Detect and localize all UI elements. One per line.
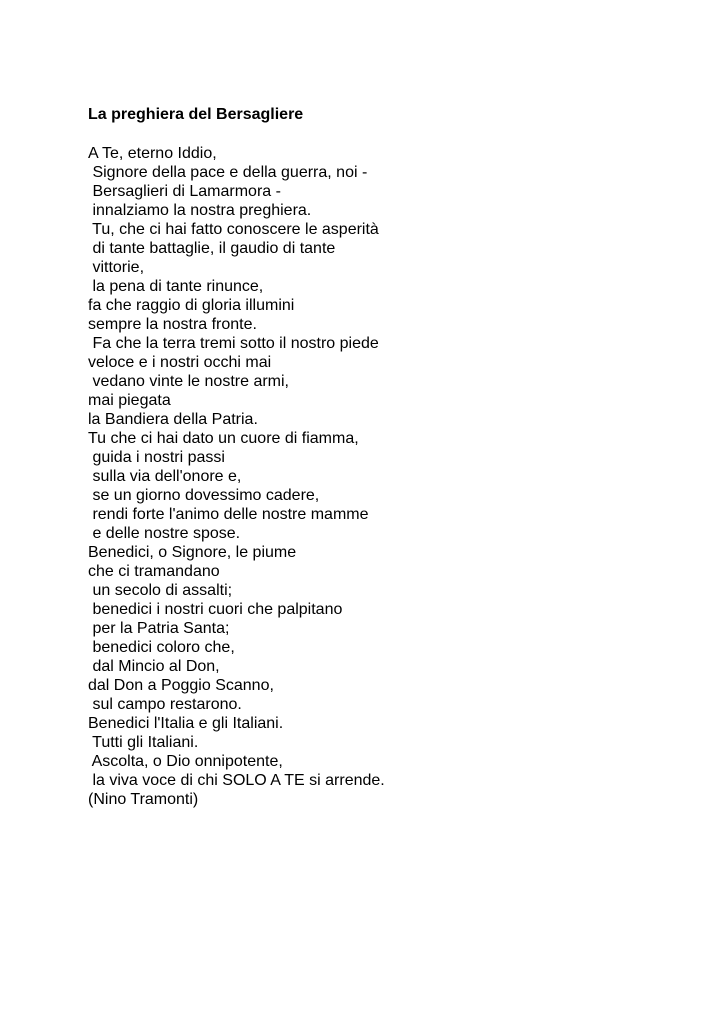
poem-line: rendi forte l'animo delle nostre mamme — [88, 506, 369, 523]
poem-line: Fa che la terra tremi sotto il nostro piede — [88, 335, 379, 352]
poem-line: se un giorno dovessimo cadere, — [88, 487, 320, 504]
poem-line: che ci tramandano — [88, 563, 220, 580]
poem-line: sempre la nostra fronte. — [88, 316, 257, 333]
poem-line: la Bandiera della Patria. — [88, 411, 258, 428]
document-title: La preghiera del Bersagliere — [88, 106, 304, 123]
poem-line: fa che raggio di gloria illumini — [88, 297, 295, 314]
poem-line: Ascolta, o Dio onnipotente, — [88, 753, 283, 770]
poem-line: dal Don a Poggio Scanno, — [88, 677, 274, 694]
poem-line: un secolo di assalti; — [88, 582, 233, 599]
poem-line: e delle nostre spose. — [88, 525, 241, 542]
poem-line: Tu, che ci hai fatto conoscere le asperità — [88, 221, 379, 238]
poem-line: la pena di tante rinunce, — [88, 278, 264, 295]
poem-line: vedano vinte le nostre armi, — [88, 373, 289, 390]
poem-line: benedici i nostri cuori che palpitano — [88, 601, 343, 618]
poem-line: (Nino Tramonti) — [88, 791, 199, 808]
poem-line: guida i nostri passi — [88, 449, 225, 466]
poem-line: Bersaglieri di Lamarmora - — [88, 183, 281, 200]
poem-line: di tante battaglie, il gaudio di tante — [88, 240, 336, 257]
poem-body — [88, 144, 385, 809]
poem-line: per la Patria Santa; — [88, 620, 230, 637]
poem-line: benedici coloro che, — [88, 639, 235, 656]
poem-line: sul campo restarono. — [88, 696, 242, 713]
poem-line: Tu che ci hai dato un cuore di fiamma, — [88, 430, 359, 447]
poem-line: sulla via dell'onore e, — [88, 468, 242, 485]
poem-line: dal Mincio al Don, — [88, 658, 220, 675]
poem-line: A Te, eterno Iddio, — [88, 145, 217, 162]
poem-line: Benedici l'Italia e gli Italiani. — [88, 715, 284, 732]
poem-line: Signore della pace e della guerra, noi - — [88, 164, 368, 181]
poem-line: veloce e i nostri occhi mai — [88, 354, 272, 371]
poem-line: innalziamo la nostra preghiera. — [88, 202, 312, 219]
poem-line: Tutti gli Italiani. — [88, 734, 199, 751]
poem-line: mai piegata — [88, 392, 171, 409]
poem-line: vittorie, — [88, 259, 145, 276]
poem-line: Benedici, o Signore, le piume — [88, 544, 297, 561]
poem-line: la viva voce di chi SOLO A TE si arrende. — [88, 772, 385, 789]
